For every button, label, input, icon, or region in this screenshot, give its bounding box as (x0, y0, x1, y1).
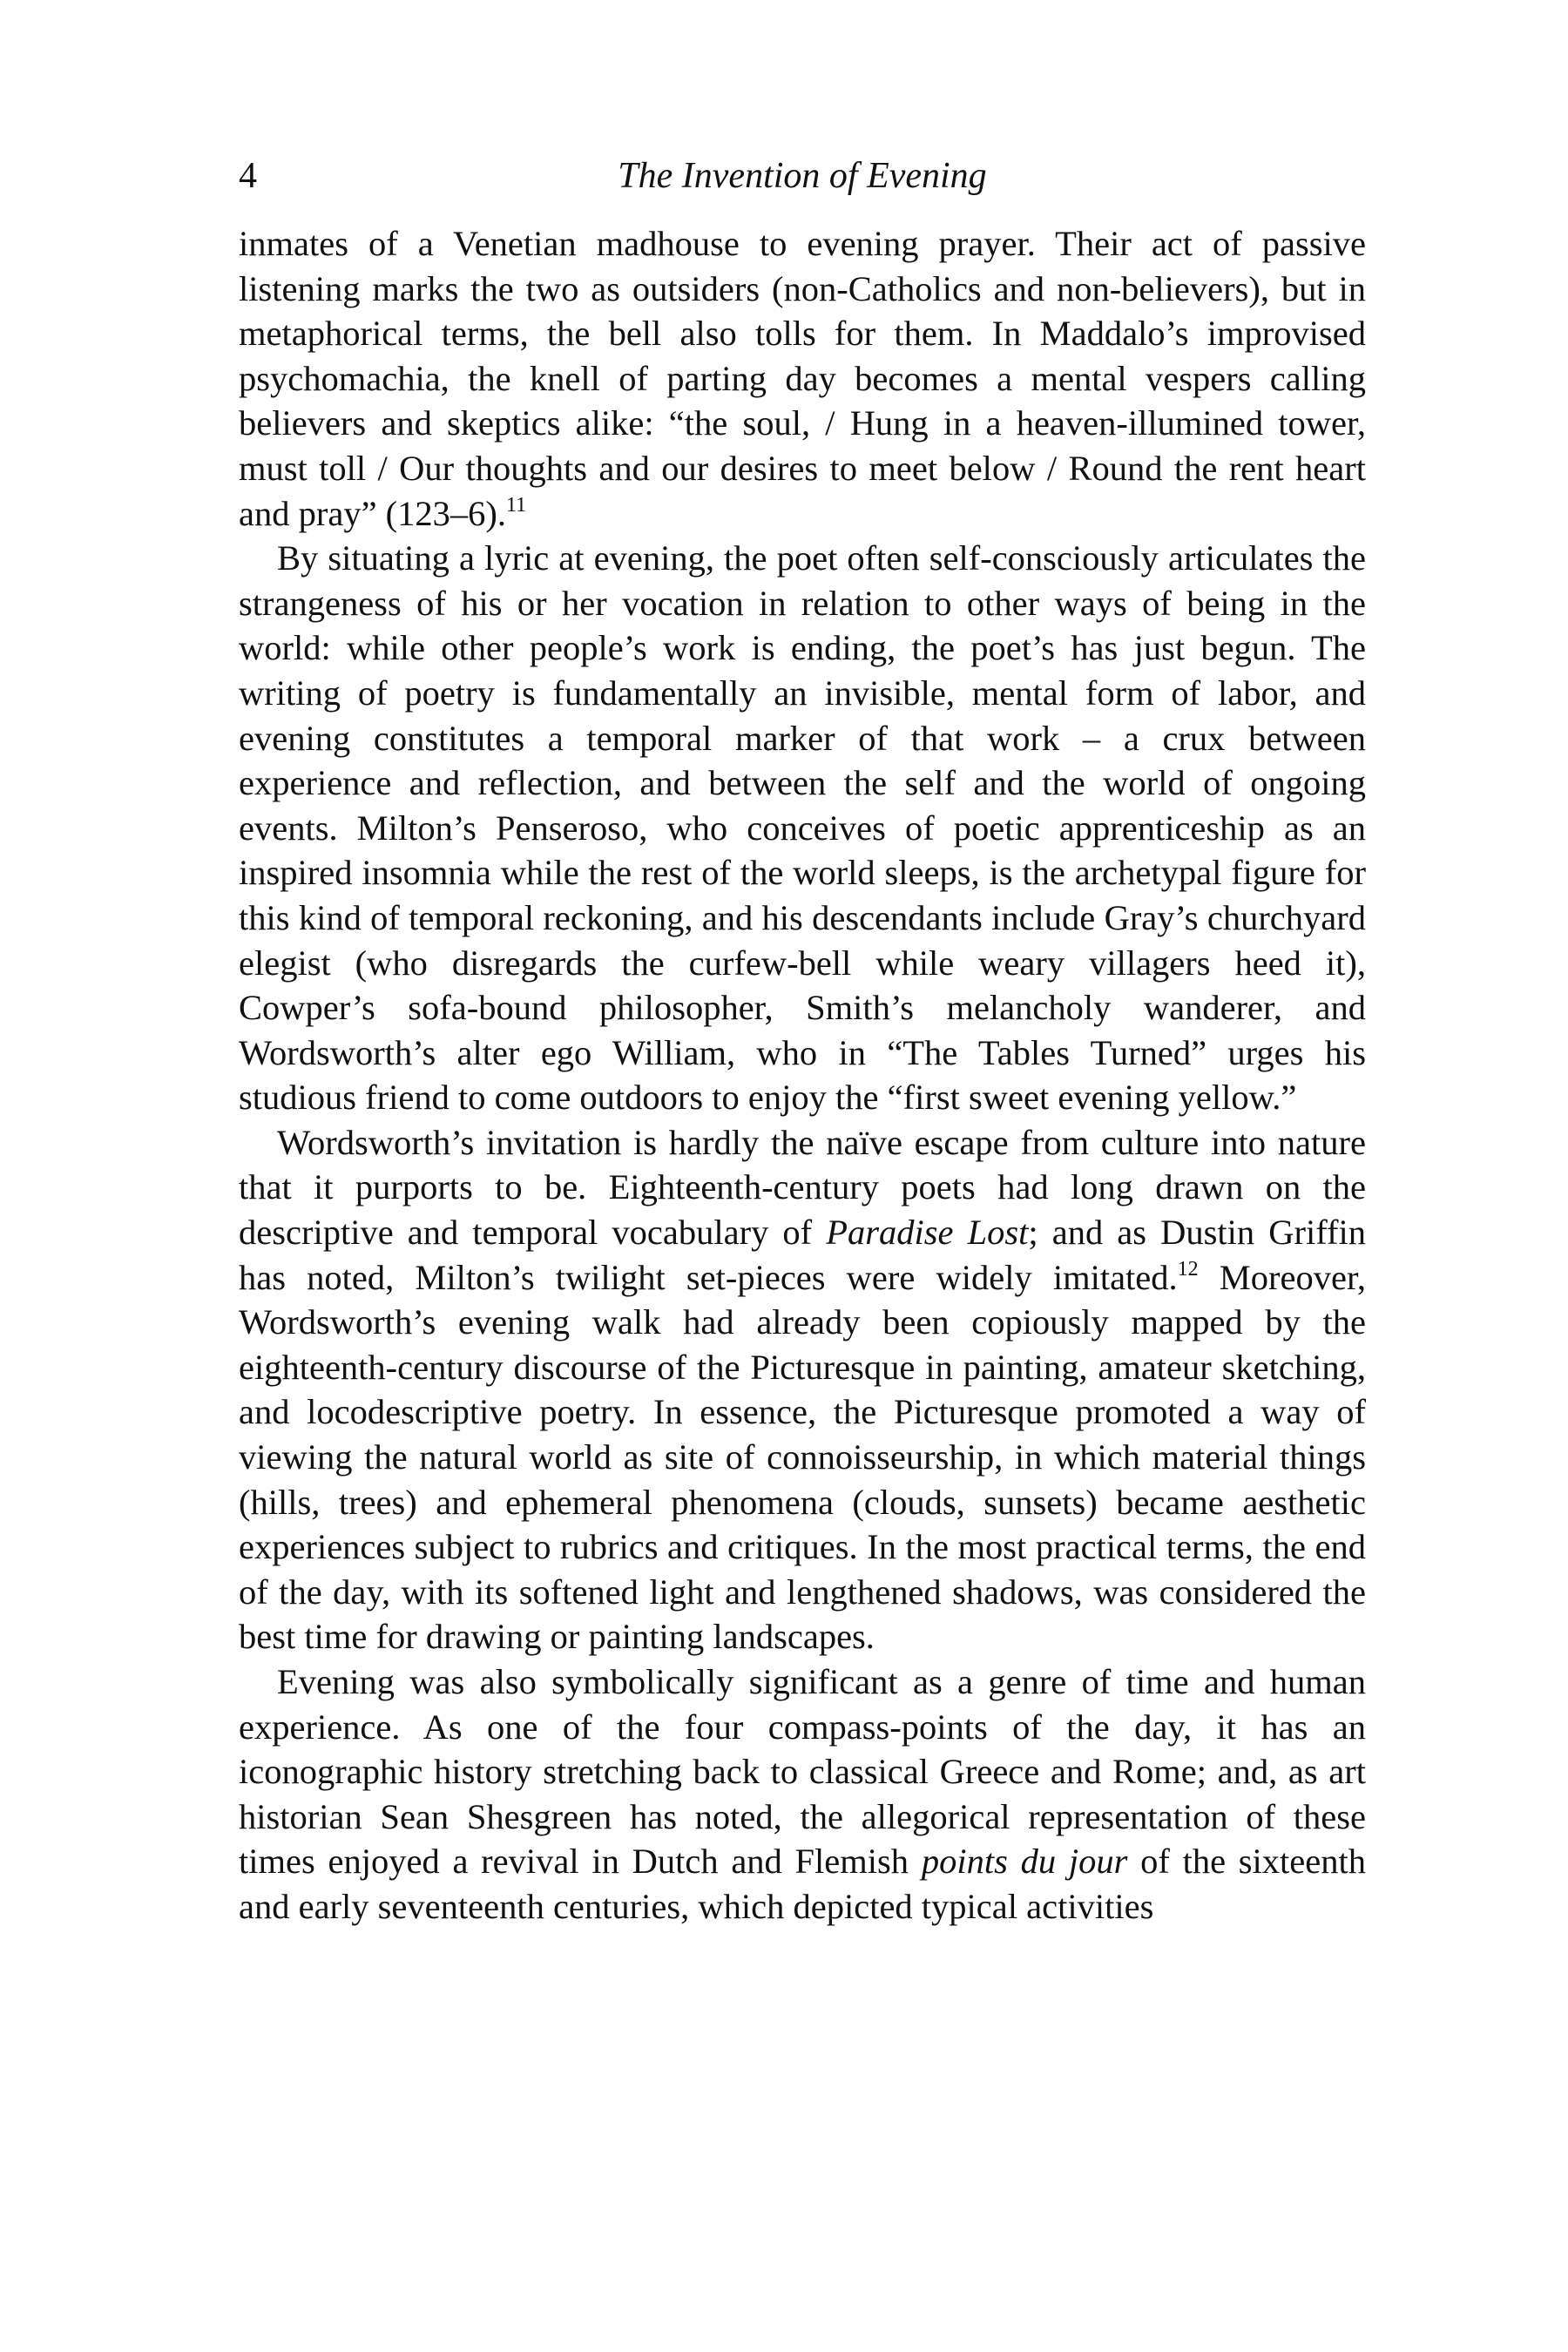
paragraph-text: inmates of a Venetian madhouse to evening prayer. Their act of passive listening marks the two as outsiders (non-Catholics and non-believers), but in metaphorical terms, the bell also tolls for them. In Maddalo’s improvised psychomachia, the knell of parting day becomes a mental vespers calling believers and skeptics alike: “the soul, / Hung in a heaven-illumined tower, must toll / Our thoughts and our desires to meet below / Round the rent heart and pray” (123–6). (239, 224, 1366, 533)
italic-title: Paradise Lost (826, 1213, 1029, 1253)
page-number: 4 (239, 156, 257, 196)
italic-term: points du jour (921, 1842, 1128, 1882)
paragraph-text: Moreover, Wordsworth’s evening walk had already been copiously mapped by the eighteenth-century discourse of the Picturesque in painting, amateur sketching, and locodescriptive poetry. In essence, the Picturesque promoted a way of viewing the natural world as site of connoisseurship, in which material things (hills, trees) and ephemeral phenomena (clouds, sunsets) became aesthetic experiences subject to rubrics and critiques. In the most practical terms, the end of the day, with its softened light and lengthened shadows, was considered the best time for drawing or painting landscapes. (239, 1257, 1366, 1657)
paragraph-text: ; and as Dustin Griffin has noted, Milton’s twilight set-pieces were widely imitated. (239, 1213, 1366, 1297)
paragraph-continued (239, 221, 1366, 536)
paragraph-text: Evening was also symbolically significant as a genre of time and human experience. As one of the four compass-points of the day, it has an iconographic history stretching back to classical Greece and Rome; and, as art historian Sean Shesgreen has noted, the allegorical representation of these times enjoyed a revival in Dutch and Flemish (239, 1662, 1366, 1882)
paragraph (239, 1659, 1366, 1930)
footnote-marker: 11 (506, 493, 527, 517)
paragraph-text: By situating a lyric at evening, the poet often self-consciously articulates the strangeness of his or her vocation in relation to other ways of being in the world: while other people’s work is ending, the poet’s has just begun. The writing of poetry is fundamentally an invisible, mental form of labor, and evening constitutes a temporal marker of that work – a crux between experience and reflection, and between the self and the world of ongoing events. Milton’s Penseroso, who conceives of poetic apprenticeship as an inspired insomnia while the rest of the world sleeps, is the archetypal figure for this kind of temporal reckoning, and his descendants include Gray’s churchyard elegist (who disregards the curfew-bell while weary villagers heed it), Cowper’s sofa-bound philosopher, Smith’s melancholy wanderer, and Wordsworth’s alter ego William, who in “The Tables Turned” urges his studious friend to come outdoors to enjoy the “first sweet evening yellow.” (239, 538, 1366, 1118)
paragraph (239, 536, 1366, 1120)
running-title: The Invention of Evening (618, 156, 987, 196)
paragraph-text: of the sixteenth and early seventeenth centuries, which depicted typical activities (239, 1842, 1367, 1926)
body-text (239, 221, 1366, 1930)
running-head (239, 150, 1366, 202)
paragraph (239, 1120, 1366, 1659)
footnote-marker: 12 (1177, 1257, 1199, 1281)
paragraph-text: Wordsworth’s invitation is hardly the naïve escape from culture into nature that it purports to be. Eighteenth-century poets had long drawn on the descriptive and temporal vocabulary of (239, 1122, 1366, 1253)
